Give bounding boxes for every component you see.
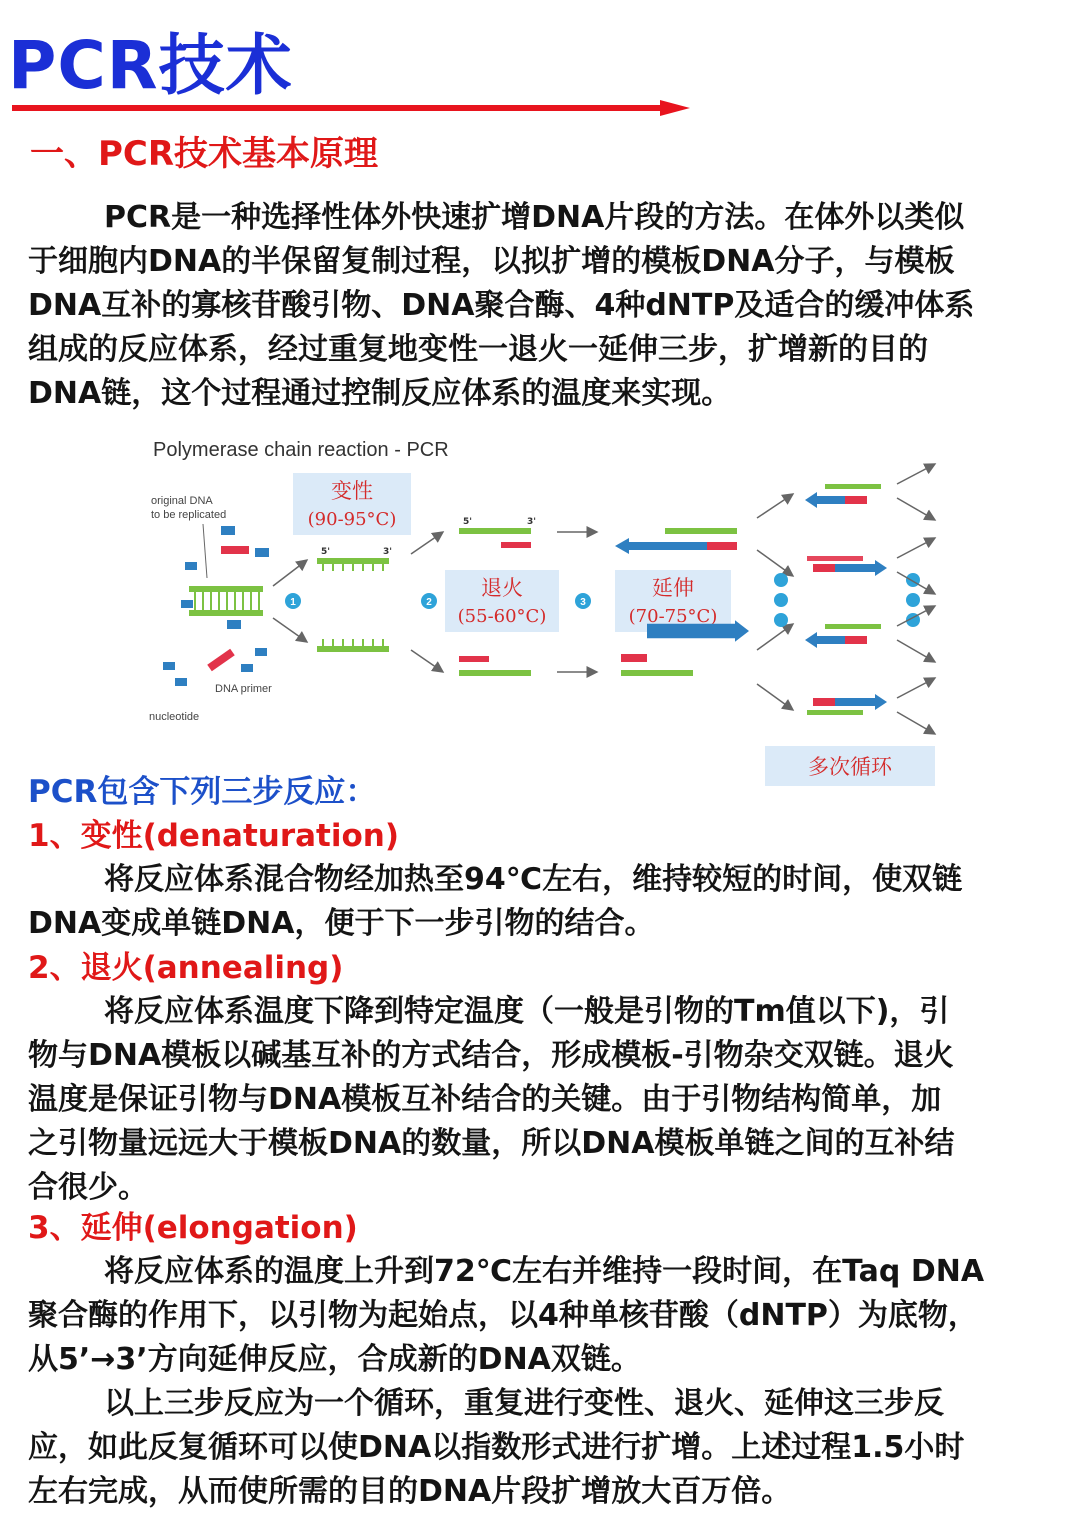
paragraph-line: 合很少。 [28,1170,148,1205]
end-label-3: 3' [383,547,393,557]
paragraph-line: DNA变成单链DNA，便于下一步引物的结合。 [28,906,655,941]
paragraph-line: 从5’→3’方向延伸反应，合成新的DNA双链。 [28,1342,641,1377]
amplified-products [805,484,887,715]
section-heading-principle: 一、PCR技术基本原理 [30,134,379,174]
step-2-number: 2 [426,597,432,608]
step-3-heading: 3、延伸(elongation) [28,1210,358,1246]
principle-paragraph [28,196,1058,416]
paragraph-line: 聚合酶的作用下，以引物为起始点，以4种单核苷酸（dNTP）为底物， [28,1298,978,1333]
cycles-label: 多次循环 [808,755,892,779]
denature-title: 变性 [331,479,373,503]
paragraph-line: 之引物量远远大于模板DNA的数量，所以DNA模板单链之间的互补结 [28,1126,955,1161]
title-underline [12,96,692,120]
original-dna-strand [189,586,263,616]
paragraph-line: 将反应体系温度下降到特定温度（一般是引物的Tm值以下)，引 [104,994,950,1029]
paragraph-line: 组成的反应体系，经过重复地变性一退火一延伸三步，扩增新的目的 [28,332,928,367]
steps-heading: PCR包含下列三步反应： [28,774,377,810]
step-2-paragraph [28,990,1058,1210]
step-3-paragraph [28,1250,1058,1382]
extend-title: 延伸 [652,576,694,600]
figure-title: Polymerase chain reaction - PCR [153,439,449,461]
step-1-heading: 1、变性(denaturation) [28,818,400,854]
summary-paragraph [28,1382,1058,1514]
end-label-5: 5' [321,547,331,557]
paragraph-line: DNA链，这个过程通过控制反应体系的温度来实现。 [28,376,732,411]
page-title: PCR技术 [8,27,293,104]
paragraph-line: 于细胞内DNA的半保留复制过程，以拟扩增的模板DNA分子，与模板 [28,244,955,279]
end-label-3: 3' [527,517,537,527]
nucleotide-label: nucleotide [149,711,200,723]
paragraph-line: 以上三步反应为一个循环，重复进行变性、退火、延伸这三步反 [104,1386,944,1421]
primer-label: DNA primer [215,683,272,695]
step-2-heading: 2、退火(annealing) [28,950,344,986]
extend-temp: (70-75°C) [628,606,718,627]
step-1-number: 1 [290,597,296,608]
step-3-number: 3 [580,597,586,608]
cycle-step-markers [774,573,920,627]
pcr-diagram [145,428,945,788]
paragraph-line: 应，如此反复循环可以使DNA以指数形式进行扩增。上述过程1.5小时 [28,1430,965,1465]
paragraph-line: 将反应体系的温度上升到72℃左右并维持一段时间，在Taq DNA [104,1254,985,1289]
paragraph-line: 物与DNA模板以碱基互补的方式结合，形成模板-引物杂交双链。退火 [28,1038,954,1073]
paragraph-line: PCR是一种选择性体外快速扩增DNA片段的方法。在体外以类似 [104,200,965,235]
anneal-title: 退火 [481,576,523,600]
paragraph-line: DNA互补的寡核苷酸引物、DNA聚合酶、4种dNTP及适合的缓冲体系 [28,288,975,323]
original-dna-label-2: to be replicated [151,509,227,521]
paragraph-line: 温度是保证引物与DNA模板互补结合的关键。由于引物结构简单，加 [28,1082,942,1117]
step-1-paragraph [28,858,1058,946]
denatured-strands [317,558,389,652]
original-dna-label: original DNA [151,495,213,507]
paragraph-line: 将反应体系混合物经加热至94℃左右，维持较短的时间，使双链 [104,862,963,897]
anneal-temp: (55-60°C) [457,606,547,627]
denature-temp: (90-95°C) [307,509,397,530]
paragraph-line: 左右完成，从而使所需的目的DNA片段扩增放大百万倍。 [28,1474,792,1509]
end-label-5: 5' [463,517,473,527]
